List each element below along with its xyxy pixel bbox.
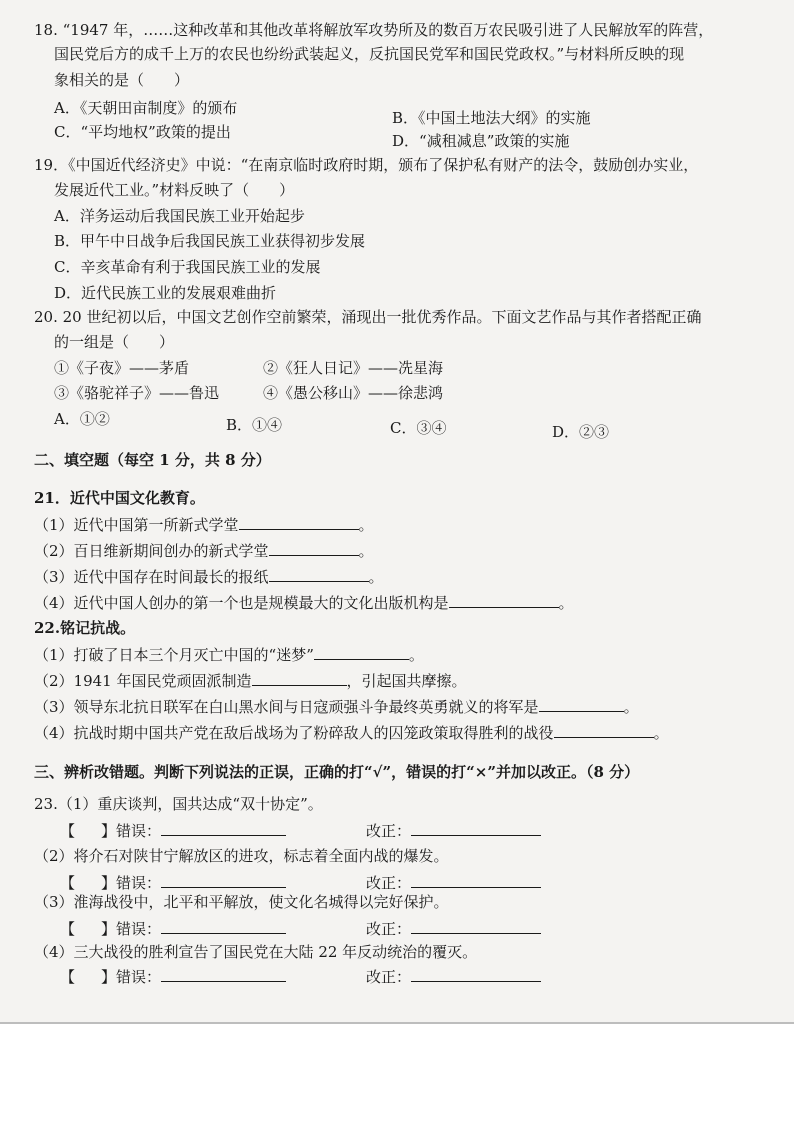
q18-option-b: B．《中国土地法大纲》的实施	[392, 109, 591, 127]
q23-error-blank-4[interactable]	[161, 966, 286, 982]
q21-item-1: （1）近代中国第一所新式学堂 。	[34, 516, 374, 534]
q20-item-1: ①《子夜》——茅盾	[54, 359, 190, 377]
page-bottom-rule	[0, 1022, 794, 1024]
q22-item-3: （3）领导东北抗日联军在白山黑水间与日寇顽强斗争最终英勇就义的将军是 。	[34, 698, 639, 716]
q23-fix-blank-2[interactable]	[411, 872, 541, 888]
q20-option-c: C．③④	[390, 419, 447, 437]
q19-option-a: A．洋务运动后我国民族工业开始起步	[54, 207, 305, 225]
q22-item-2: （2）1941 年国民党顽固派制造 ，引起国共摩擦。	[34, 672, 467, 690]
q22-item-4: （4）抗战时期中国共产党在敌后战场为了粉碎敌人的囚笼政策取得胜利的战役 。	[34, 724, 669, 742]
q20-item-3: ③《骆驼祥子》——鲁迅	[54, 384, 220, 402]
q21-item-2: （2）百日维新期间创办的新式学堂 。	[34, 542, 374, 560]
q22-item-1: （1）打破了日本三个月灭亡中国的“迷梦” 。	[34, 646, 424, 664]
q23-fix-blank-4[interactable]	[411, 966, 541, 982]
q21-blank-2[interactable]	[269, 540, 359, 556]
q23-statement-3: （3）淮海战役中，北平和平解放，使文化名城得以完好保护。	[34, 893, 449, 911]
q20-line1: 20. 20 世纪初以后，中国文艺创作空前繁荣，涌现出一批优秀作品。下面文艺作品与其作者搭配正确	[34, 308, 702, 326]
q18-line1: 18. “1947 年，……这种改革和其他改革将解放军攻势所及的数百万农民吸引进了人民解放军的阵营，	[34, 21, 714, 39]
q20-option-d: D．②③	[552, 423, 610, 441]
q22-title: 22.铭记抗战。	[34, 619, 136, 637]
q20-item-2: ②《狂人日记》——冼星海	[263, 359, 444, 377]
q23-answer-row-3: 【 】错误： 改正：	[60, 918, 541, 939]
q20-option-a: A．①②	[54, 410, 110, 428]
q19-line2: 发展近代工业。”材料反映了（ ）	[54, 181, 295, 199]
section-2-title: 二、填空题（每空 1 分，共 8 分）	[34, 451, 271, 469]
q20-option-b: B．①④	[226, 416, 283, 434]
q23-statement-2: （2）将介石对陕甘宁解放区的进攻，标志着全面内战的爆发。	[34, 847, 449, 865]
q23-error-blank-1[interactable]	[161, 820, 286, 836]
q21-blank-4[interactable]	[449, 592, 559, 608]
q21-title: 21．近代中国文化教育。	[34, 489, 205, 507]
q22-blank-4[interactable]	[554, 722, 654, 738]
q22-blank-2[interactable]	[252, 670, 347, 686]
q19-option-c: C．辛亥革命有利于我国民族工业的发展	[54, 258, 321, 276]
q23-fix-blank-3[interactable]	[411, 918, 541, 934]
q18-option-d: D．“减租减息”政策的实施	[392, 132, 570, 150]
q23-answer-row-4: 【 】错误： 改正：	[60, 966, 541, 987]
q21-item-3: （3）近代中国存在时间最长的报纸 。	[34, 568, 384, 586]
q20-item-4: ④《愚公移山》——徐悲鸿	[263, 384, 444, 402]
q23-error-blank-2[interactable]	[161, 872, 286, 888]
q23-answer-row-1: 【 】错误： 改正：	[60, 820, 541, 841]
q23-statement-4: （4）三大战役的胜利宣告了国民党在大陆 22 年反动统治的覆灭。	[34, 943, 478, 961]
q21-item-4: （4）近代中国人创办的第一个也是规模最大的文化出版机构是 。	[34, 594, 574, 612]
q20-line2: 的一组是（ ）	[54, 333, 175, 351]
q18-option-c: C．“平均地权”政策的提出	[54, 123, 231, 141]
q19-option-d: D．近代民族工业的发展艰难曲折	[54, 284, 277, 302]
section-3-title: 三、辨析改错题。判断下列说法的正误，正确的打“√”，错误的打“×”并加以改正。（8 分）	[34, 763, 640, 781]
q19-line1: 19．《中国近代经济史》中说：“在南京临时政府时期，颁布了保护私有财产的法令，鼓励创办实业，	[34, 156, 699, 174]
q19-option-b: B．甲午中日战争后我国民族工业获得初步发展	[54, 232, 366, 250]
q22-blank-3[interactable]	[539, 696, 624, 712]
q22-blank-1[interactable]	[314, 644, 409, 660]
q21-blank-1[interactable]	[239, 514, 359, 530]
q18-option-a: A．《天朝田亩制度》的颁布	[54, 99, 238, 117]
q23-fix-blank-1[interactable]	[411, 820, 541, 836]
q23-answer-row-2: 【 】错误： 改正：	[60, 872, 541, 893]
q21-blank-3[interactable]	[269, 566, 369, 582]
q18-line2: 国民党后方的成千上万的农民也纷纷武装起义，反抗国民党军和国民党政权。”与材料所反映的现	[54, 45, 685, 63]
q23-statement-1: 23.（1）重庆谈判，国共达成“双十协定”。	[34, 795, 323, 813]
q18-line3: 象相关的是（ ）	[54, 71, 190, 89]
q23-error-blank-3[interactable]	[161, 918, 286, 934]
